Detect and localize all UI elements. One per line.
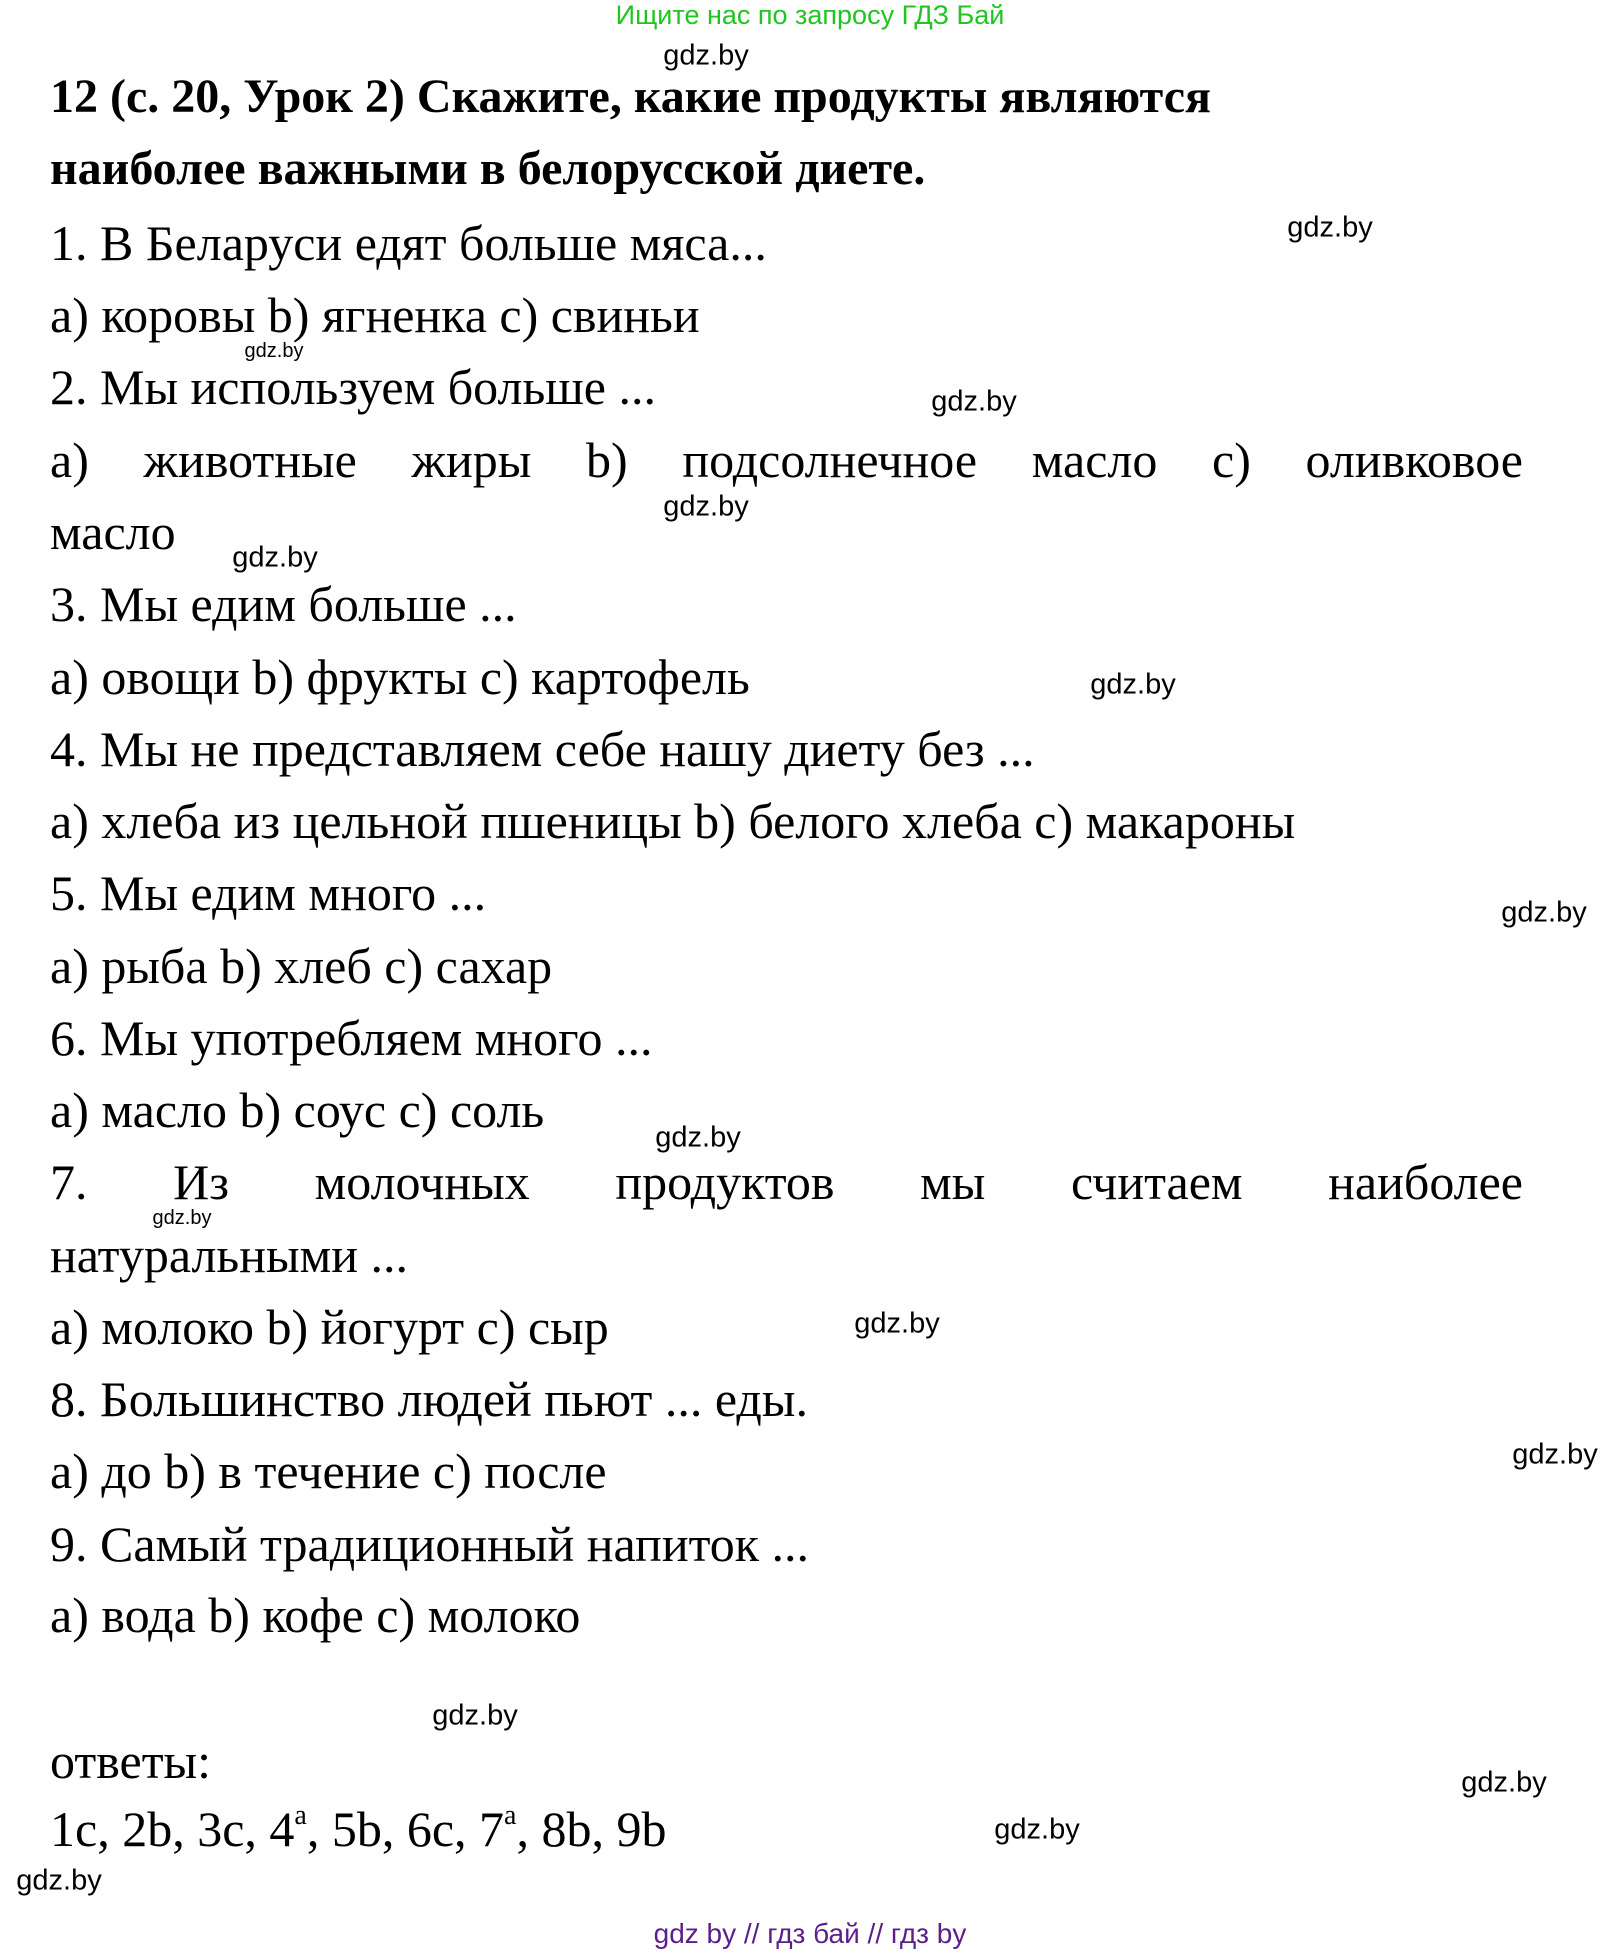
options-3: а) овощи b) фрукты c) картофель — [50, 649, 750, 705]
watermark: gdz.by — [663, 39, 749, 72]
question-9: 9. Самый традиционный напиток ... — [50, 1516, 810, 1572]
answer: 2b, — [122, 1801, 198, 1857]
watermark: gdz.by — [232, 541, 318, 574]
watermark: gdz.by — [663, 490, 749, 523]
footer-links[interactable]: gdz by // гдз бай // гдз by — [653, 1918, 967, 1949]
watermark: gdz.by — [244, 340, 304, 362]
answer: 9b — [616, 1801, 667, 1857]
options-8: а) до b) в течение c) после — [50, 1443, 607, 1499]
task-title-line-2: наиболее важными в белорусской диете. — [50, 142, 926, 195]
watermark: gdz.by — [16, 1864, 102, 1897]
task-title-line-1: 12 (с. 20, Урок 2) Скажите, какие продукты являются — [50, 70, 1211, 123]
options-7: а) молоко b) йогурт c) сыр — [50, 1299, 609, 1355]
answer: 6c, — [406, 1801, 480, 1857]
options-1: а) коровы b) ягненка c) свиньи — [50, 287, 700, 343]
answer: 3c, — [197, 1801, 270, 1857]
watermark: gdz.by — [1461, 1766, 1547, 1799]
watermark: gdz.by — [931, 385, 1017, 418]
options-4: а) хлеба из цельной пшеницы b) белого хлеба c) макароны — [50, 793, 1296, 849]
question-5: 5. Мы едим много ... — [50, 865, 487, 921]
question-7-cont: натуральными ... — [50, 1227, 408, 1283]
watermark: gdz.by — [994, 1813, 1080, 1846]
options-2-cont: масло — [50, 504, 176, 560]
question-7: 7. Из молочных продуктов мы считаем наиболее — [50, 1154, 1523, 1210]
answer: 7$^a$, — [479, 1800, 542, 1857]
answer: 5b, — [331, 1801, 407, 1857]
answer: 4$^a$, — [269, 1800, 332, 1857]
watermark: gdz.by — [152, 1207, 212, 1229]
watermark: gdz.by — [655, 1121, 741, 1154]
question-1: 1. В Беларуси едят больше мяса... — [50, 215, 767, 271]
question-6: 6. Мы употребляем много ... — [50, 1010, 653, 1066]
answers-label: ответы: — [50, 1733, 212, 1789]
options-9: а) вода b) кофе c) молоко — [50, 1587, 581, 1643]
question-2: 2. Мы используем больше ... — [50, 359, 656, 415]
search-banner[interactable]: Ищите нас по запросу ГДЗ Бай — [615, 0, 1005, 30]
watermark: gdz.by — [1501, 896, 1587, 929]
question-4: 4. Мы не представляем себе нашу диету без ... — [50, 721, 1035, 777]
options-6: а) масло b) соус c) соль — [50, 1082, 545, 1138]
watermark: gdz.by — [432, 1699, 518, 1732]
answers-list — [50, 1800, 667, 1857]
watermark: gdz.by — [1512, 1438, 1598, 1471]
question-3: 3. Мы едим больше ... — [50, 576, 517, 632]
options-5: а) рыба b) хлеб c) сахар — [50, 938, 553, 994]
watermark: gdz.by — [1090, 668, 1176, 701]
answer: 1c, — [50, 1801, 123, 1857]
options-2: а) животные жиры b) подсолнечное масло c) оливковое — [50, 432, 1523, 488]
answer: 8b, — [541, 1801, 617, 1857]
question-8: 8. Большинство людей пьют ... еды. — [50, 1371, 808, 1427]
watermark: gdz.by — [1287, 211, 1373, 244]
watermark: gdz.by — [854, 1307, 940, 1340]
